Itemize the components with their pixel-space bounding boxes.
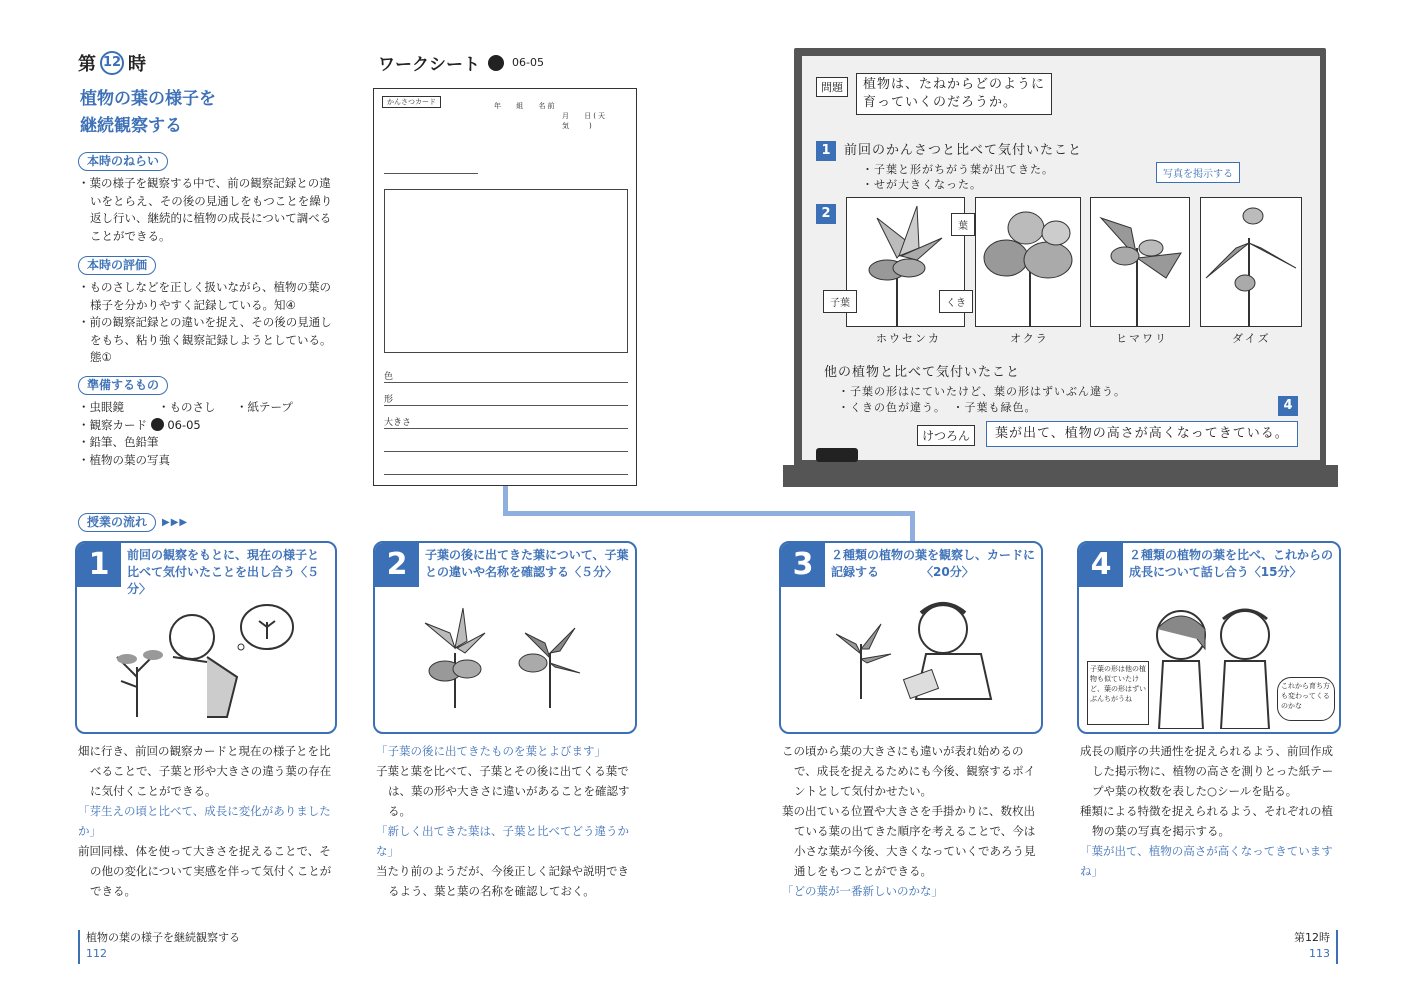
eraser-icon bbox=[816, 448, 858, 462]
compare-items: ・子葉の形はにていたけど、葉の形はずいぶん違う。 ・くきの色が違う。 ・子葉も緑色。 bbox=[838, 385, 1126, 414]
footer-left bbox=[78, 930, 240, 964]
prep-item: ・ ものさし bbox=[158, 399, 236, 417]
step-card-4: 4 ２種類の植物の葉を比べ、これからの成長について話し合う〈15分〉 子葉の形は他の植物も似ていたけど、葉の形はずいぶんちがうね これから育ち方も変わってくるのかな bbox=[1077, 541, 1341, 734]
plant-photo-himawari bbox=[1090, 197, 1190, 327]
arrow-icon: ▶▶▶ bbox=[162, 517, 189, 528]
plant-caption: ヒマワリ bbox=[1116, 332, 1168, 345]
child-recording-illustration bbox=[821, 599, 1011, 719]
field-size: 大きさ bbox=[384, 418, 412, 428]
board-step-4: 4 bbox=[1278, 394, 1298, 416]
prep-section bbox=[78, 376, 340, 469]
prep-label: 準備するもの bbox=[78, 376, 168, 395]
eval-label: 本時の評価 bbox=[78, 256, 156, 275]
connector-line bbox=[503, 511, 915, 516]
rule-line bbox=[384, 428, 628, 429]
page-title: 植物の葉の様子を 継続観察する bbox=[80, 89, 216, 136]
compare-title: 他の植物と比べて気付いたこと bbox=[824, 365, 1021, 380]
child-observing-illustration bbox=[107, 597, 307, 727]
plant-illustration bbox=[976, 198, 1080, 326]
rule-line bbox=[384, 474, 628, 475]
title-line bbox=[384, 173, 478, 174]
step-notes-1: 畑に行き、前回の観察カードと現在の様子とを比べることで、子葉と形や大きさの違う葉の存在に気付くことができる。 「芽生えの頃と比べて、成長に変化がありましたか」 前回同様、体を使って大きさを捉えることで、その他の変化について実感を伴って気付くことができる。 bbox=[78, 744, 332, 898]
sketch-box bbox=[384, 189, 628, 353]
eval-section bbox=[78, 256, 340, 367]
worksheet-card bbox=[373, 88, 637, 486]
board-step-2: 2 bbox=[816, 202, 836, 224]
step-notes-4: 成長の順序の共通性を捉えられるよう、前回作成した掲示物に、植物の高さを測りとった紙テープや葉の枚数を表した○シールを貼る。 種類による特徴を捉えられるよう、それぞれの植物の葉の写真を掲示する。 「葉が出て、植物の高さが高くなってきていますね」 bbox=[1080, 744, 1334, 878]
disc-icon bbox=[488, 55, 504, 71]
prep-item: ・ 虫眼鏡 bbox=[78, 399, 158, 417]
children-talking-illustration bbox=[1141, 599, 1281, 729]
step-card-2: 2 子葉の後に出てきた葉について、子葉との違いや名称を確認する〈５分〉 bbox=[373, 541, 637, 734]
speech-bubble: これから育ち方も変わってくるのかな bbox=[1277, 677, 1335, 721]
aim-label: 本時のねらい bbox=[78, 152, 168, 171]
card-label: かんさつカード bbox=[382, 97, 441, 107]
speech-bubble: 子葉の形は他の植物も似ていたけど、葉の形はずいぶんちがうね bbox=[1087, 661, 1149, 725]
photo-note: 写真を掲示する bbox=[1156, 162, 1240, 183]
plant-illustration bbox=[1201, 198, 1301, 326]
card-date-row: 月 日(天気 ) bbox=[562, 112, 607, 130]
footer-right bbox=[1294, 930, 1338, 964]
connector-line bbox=[910, 511, 915, 541]
conclusion-label: けつろん bbox=[917, 425, 975, 446]
conclusion-text: 葉が出て、植物の高さが高くなってきている。 bbox=[986, 421, 1298, 447]
field-shape: 形 bbox=[384, 395, 394, 405]
plant-illustration bbox=[1091, 198, 1189, 326]
page-number: 113 bbox=[1309, 947, 1330, 960]
footer-right-text: 第12時 113 bbox=[1294, 931, 1330, 960]
eval-item: ・ ものさしなどを正しく扱いながら、植物の葉の様子を分かりやすく記録している。知④ bbox=[78, 279, 340, 314]
prep-item: ・ 鉛筆、色鉛筆 bbox=[78, 434, 340, 452]
lesson-number-circle: 12 bbox=[100, 51, 124, 75]
step-card-1: 1 前回の観察をもとに、現在の様子と比べて気付いたことを出し合う〈５分〉 bbox=[75, 541, 337, 734]
problem-box: 植物は、たねからどのように 育っていくのだろうか。 bbox=[856, 73, 1052, 115]
page-number: 112 bbox=[86, 947, 107, 960]
callout-cotyledon: 子葉 bbox=[823, 290, 857, 313]
lesson-number: 第 12 時 bbox=[78, 50, 146, 76]
footer-bar bbox=[1336, 930, 1338, 964]
disc-icon bbox=[151, 418, 164, 431]
aim-section bbox=[78, 152, 340, 245]
problem-label: 問題 bbox=[816, 77, 848, 97]
flow-label: 授業の流れ ▶▶▶ bbox=[78, 513, 188, 532]
prep-item: ・ 観察カード 06-05 bbox=[78, 417, 340, 435]
eval-item: ・ 前の観察記録との違いを捉え、その後の見通しをもち、粘り強く観察記録しようとしている。態① bbox=[78, 314, 340, 367]
worksheet-title: ワークシート 06-05 bbox=[378, 55, 544, 75]
plant-caption: オクラ bbox=[1010, 332, 1049, 345]
rule-line bbox=[384, 405, 628, 406]
rule-line bbox=[384, 382, 628, 383]
rule-line bbox=[384, 451, 628, 452]
footer-left-text: 植物の葉の様子を継続観察する 112 bbox=[86, 931, 240, 960]
step-card-3: 3 ２種類の植物の葉を観察し、カードに記録する 〈20分〉 bbox=[779, 541, 1043, 734]
leaves-illustration bbox=[405, 603, 605, 713]
board-step-1: 1 前回のかんさつと比べて気付いたこと bbox=[816, 141, 1082, 161]
footer-bar bbox=[78, 930, 80, 964]
field-color: 色 bbox=[384, 372, 394, 382]
step-notes-2: 「子葉の後に出てきたものを葉とよびます」 子葉と葉を比べて、子葉とその後に出てくる葉では、葉の形や大きさに違いがあることを確認する。 「新しく出てきた葉は、子葉と比べてどう違うかな」 当たり前のようだが、今後正しく記録や説明できるよう、葉と葉の名称を確認しておく。 bbox=[376, 744, 630, 898]
step-notes-3: この頃から葉の大きさにも違いが表れ始めるので、成長を捉えるためにも今後、観察するポイントとして気付かせたい。 葉の出ている位置や大きさを手掛かりに、数枚出ている葉の出てきた順序を考えることで、今は小さな葉が今後、大きくなっていくであろう見通しをもつことができる。 「どの葉が一番新しいのかな」 bbox=[782, 744, 1036, 898]
plant-photo-daizu bbox=[1200, 197, 1302, 327]
blackboard-ledge bbox=[783, 465, 1338, 487]
prep-item: ・ 紙テープ bbox=[236, 399, 336, 417]
plant-caption: ダイズ bbox=[1232, 332, 1271, 345]
callout-stem: くき bbox=[939, 290, 973, 313]
plant-caption: ホウセンカ bbox=[876, 332, 941, 345]
card-name-row: 年 組 名前 bbox=[494, 102, 557, 110]
board-step-1-items: ・子葉と形がちがう葉が出てきた。 ・せが大きくなった。 bbox=[862, 163, 1054, 191]
prep-item: ・ 植物の葉の写真 bbox=[78, 452, 340, 470]
plant-photo-okra bbox=[975, 197, 1081, 327]
callout-leaf: 葉 bbox=[951, 213, 975, 236]
aim-text: ・ 葉の様子を観察する中で、前の観察記録との違いをとらえ、その後の見通しをもつことを繰り返し行い、継続的に植物の成長について調べることができる。 bbox=[78, 175, 340, 245]
